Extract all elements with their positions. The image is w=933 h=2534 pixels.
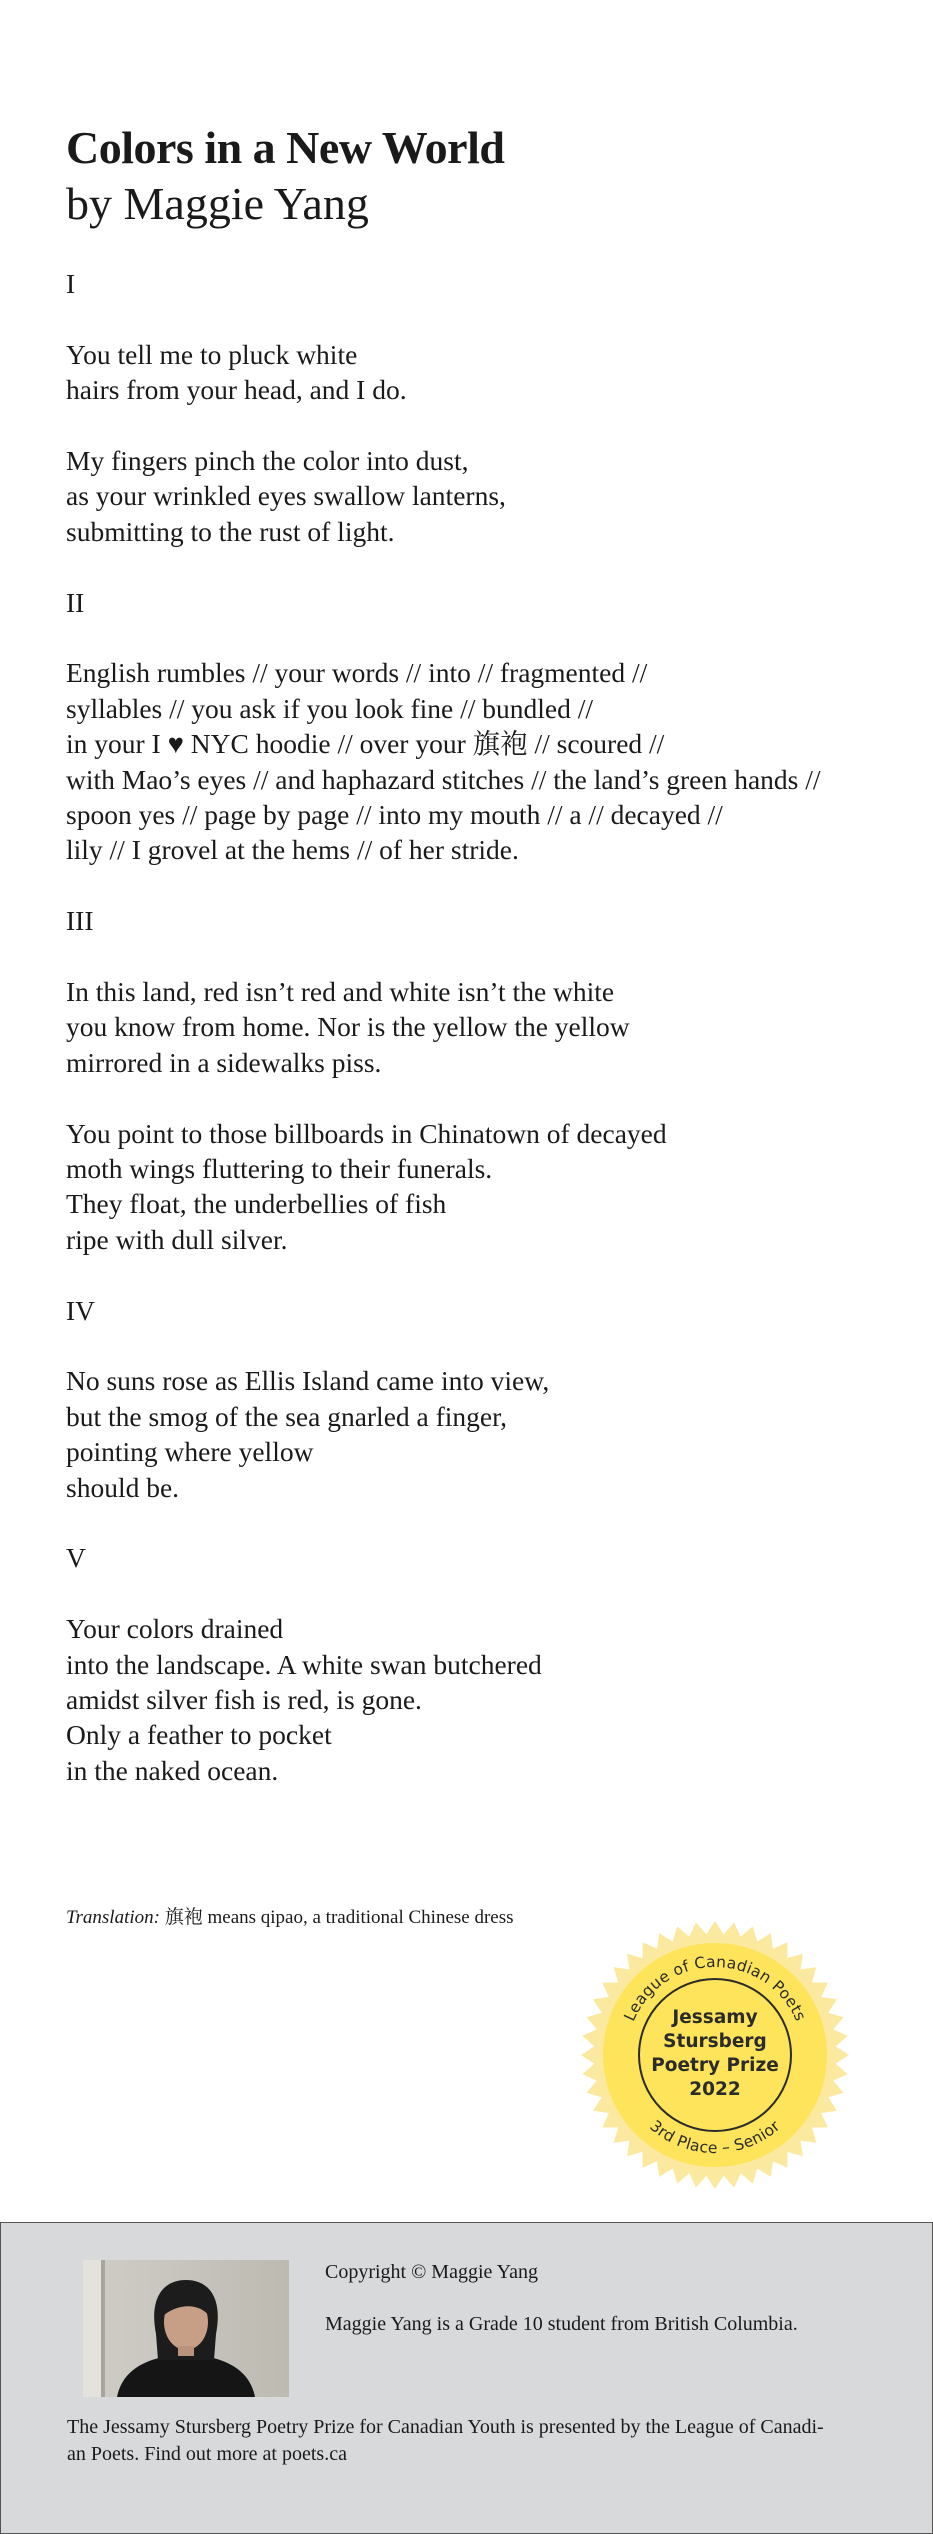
seal-arc-bottom: 3rd Place – Senior	[646, 2116, 784, 2158]
author-photo	[83, 2260, 289, 2397]
poem-line: No suns rose as Ellis Island came into view,	[66, 1365, 550, 1397]
poem-title: Colors in a New World	[66, 122, 505, 173]
stanza	[66, 585, 906, 620]
poem-line: amidst silver fish is red, is gone.	[66, 1684, 422, 1716]
prize-description	[67, 2414, 867, 2468]
seal-line-3: Poetry Prize	[651, 2055, 779, 2076]
stanza	[66, 337, 906, 408]
poem-line: hairs from your head, and I do.	[66, 374, 407, 406]
poem-line: You tell me to pluck white	[66, 338, 358, 370]
seal-line-4: 2022	[689, 2079, 741, 2100]
poem-line: as your wrinkled eyes swallow lanterns,	[66, 480, 506, 512]
poem-line: I	[66, 268, 76, 299]
poem-line: but the smog of the sea gnarled a finger,	[66, 1400, 508, 1432]
poem-line: lily // I grovel at the hems // of her stride.	[66, 834, 519, 866]
footer-panel	[0, 2222, 933, 2534]
stanza	[66, 903, 906, 938]
author-bio: Maggie Yang is a Grade 10 student from British Columbia.	[325, 2313, 798, 2335]
poem-line: in the naked ocean.	[66, 1754, 279, 1786]
poem-line: mirrored in a sidewalks piss.	[66, 1046, 382, 1078]
poem-line: in your I ♥ NYC hoodie // over your 旗袍 // scoured //	[66, 728, 665, 760]
poem-line: with Mao’s eyes // and haphazard stitches // the land’s green hands //	[66, 763, 821, 795]
poem-line: English rumbles // your words // into // fragmented //	[66, 657, 648, 689]
poem-line: V	[66, 1542, 86, 1574]
poem-line: moth wings fluttering to their funerals.	[66, 1153, 493, 1185]
stanza	[66, 974, 906, 1080]
poem-byline: by Maggie Yang	[66, 178, 369, 229]
prize-seal	[580, 1920, 850, 2190]
copyright-line: Copyright © Maggie Yang	[325, 2261, 538, 2283]
poem-line: My fingers pinch the color into dust,	[66, 445, 469, 476]
stanza	[66, 1611, 906, 1788]
poem-line: You point to those billboards in Chinatown of decayed	[66, 1117, 667, 1149]
seal-line-1: Jessamy	[672, 2007, 758, 2028]
seal-arc-top: League of Canadian Poets	[620, 1952, 810, 2024]
translation-label: Translation:	[66, 1907, 160, 1928]
poem-body	[66, 266, 906, 1824]
poem-line: syllables // you ask if you look fine // bundled //	[66, 692, 594, 724]
prize-description-line-1: The Jessamy Stursberg Poetry Prize for Canadian Youth is presented by the League of Canadi-	[67, 2416, 824, 2438]
seal-line-2: Stursberg	[663, 2031, 767, 2052]
poem-line: into the landscape. A white swan butchered	[66, 1648, 542, 1680]
prize-description-line-2: an Poets. Find out more at poets.ca	[67, 2443, 347, 2465]
stanza	[66, 443, 906, 549]
stanza	[66, 655, 906, 867]
poem-line: ripe with dull silver.	[66, 1223, 288, 1255]
poem-line: should be.	[66, 1471, 180, 1503]
translation-note	[66, 1906, 514, 1930]
poem-line: IV	[66, 1294, 96, 1326]
poem-line: In this land, red isn’t red and white isn’t the white	[66, 976, 615, 1008]
stanza	[66, 266, 906, 301]
poem-line: Your colors drained	[66, 1613, 284, 1645]
poem-line: spoon yes // page by page // into my mouth // a // decayed //	[66, 799, 723, 831]
translation-text: 旗袍 means qipao, a traditional Chinese dress	[159, 1907, 514, 1928]
poem-line: They float, the underbellies of fish	[66, 1188, 447, 1220]
stanza	[66, 1363, 906, 1505]
poem-line: pointing where yellow	[66, 1436, 314, 1468]
poem-line: Only a feather to pocket	[66, 1719, 332, 1751]
stanza	[66, 1540, 906, 1575]
stanza	[66, 1116, 906, 1258]
stanza	[66, 1293, 906, 1328]
poem-line: submitting to the rust of light.	[66, 515, 395, 547]
poem-line: you know from home. Nor is the yellow the yellow	[66, 1011, 630, 1043]
poem-line: II	[66, 586, 85, 618]
poem-line: III	[66, 905, 94, 937]
